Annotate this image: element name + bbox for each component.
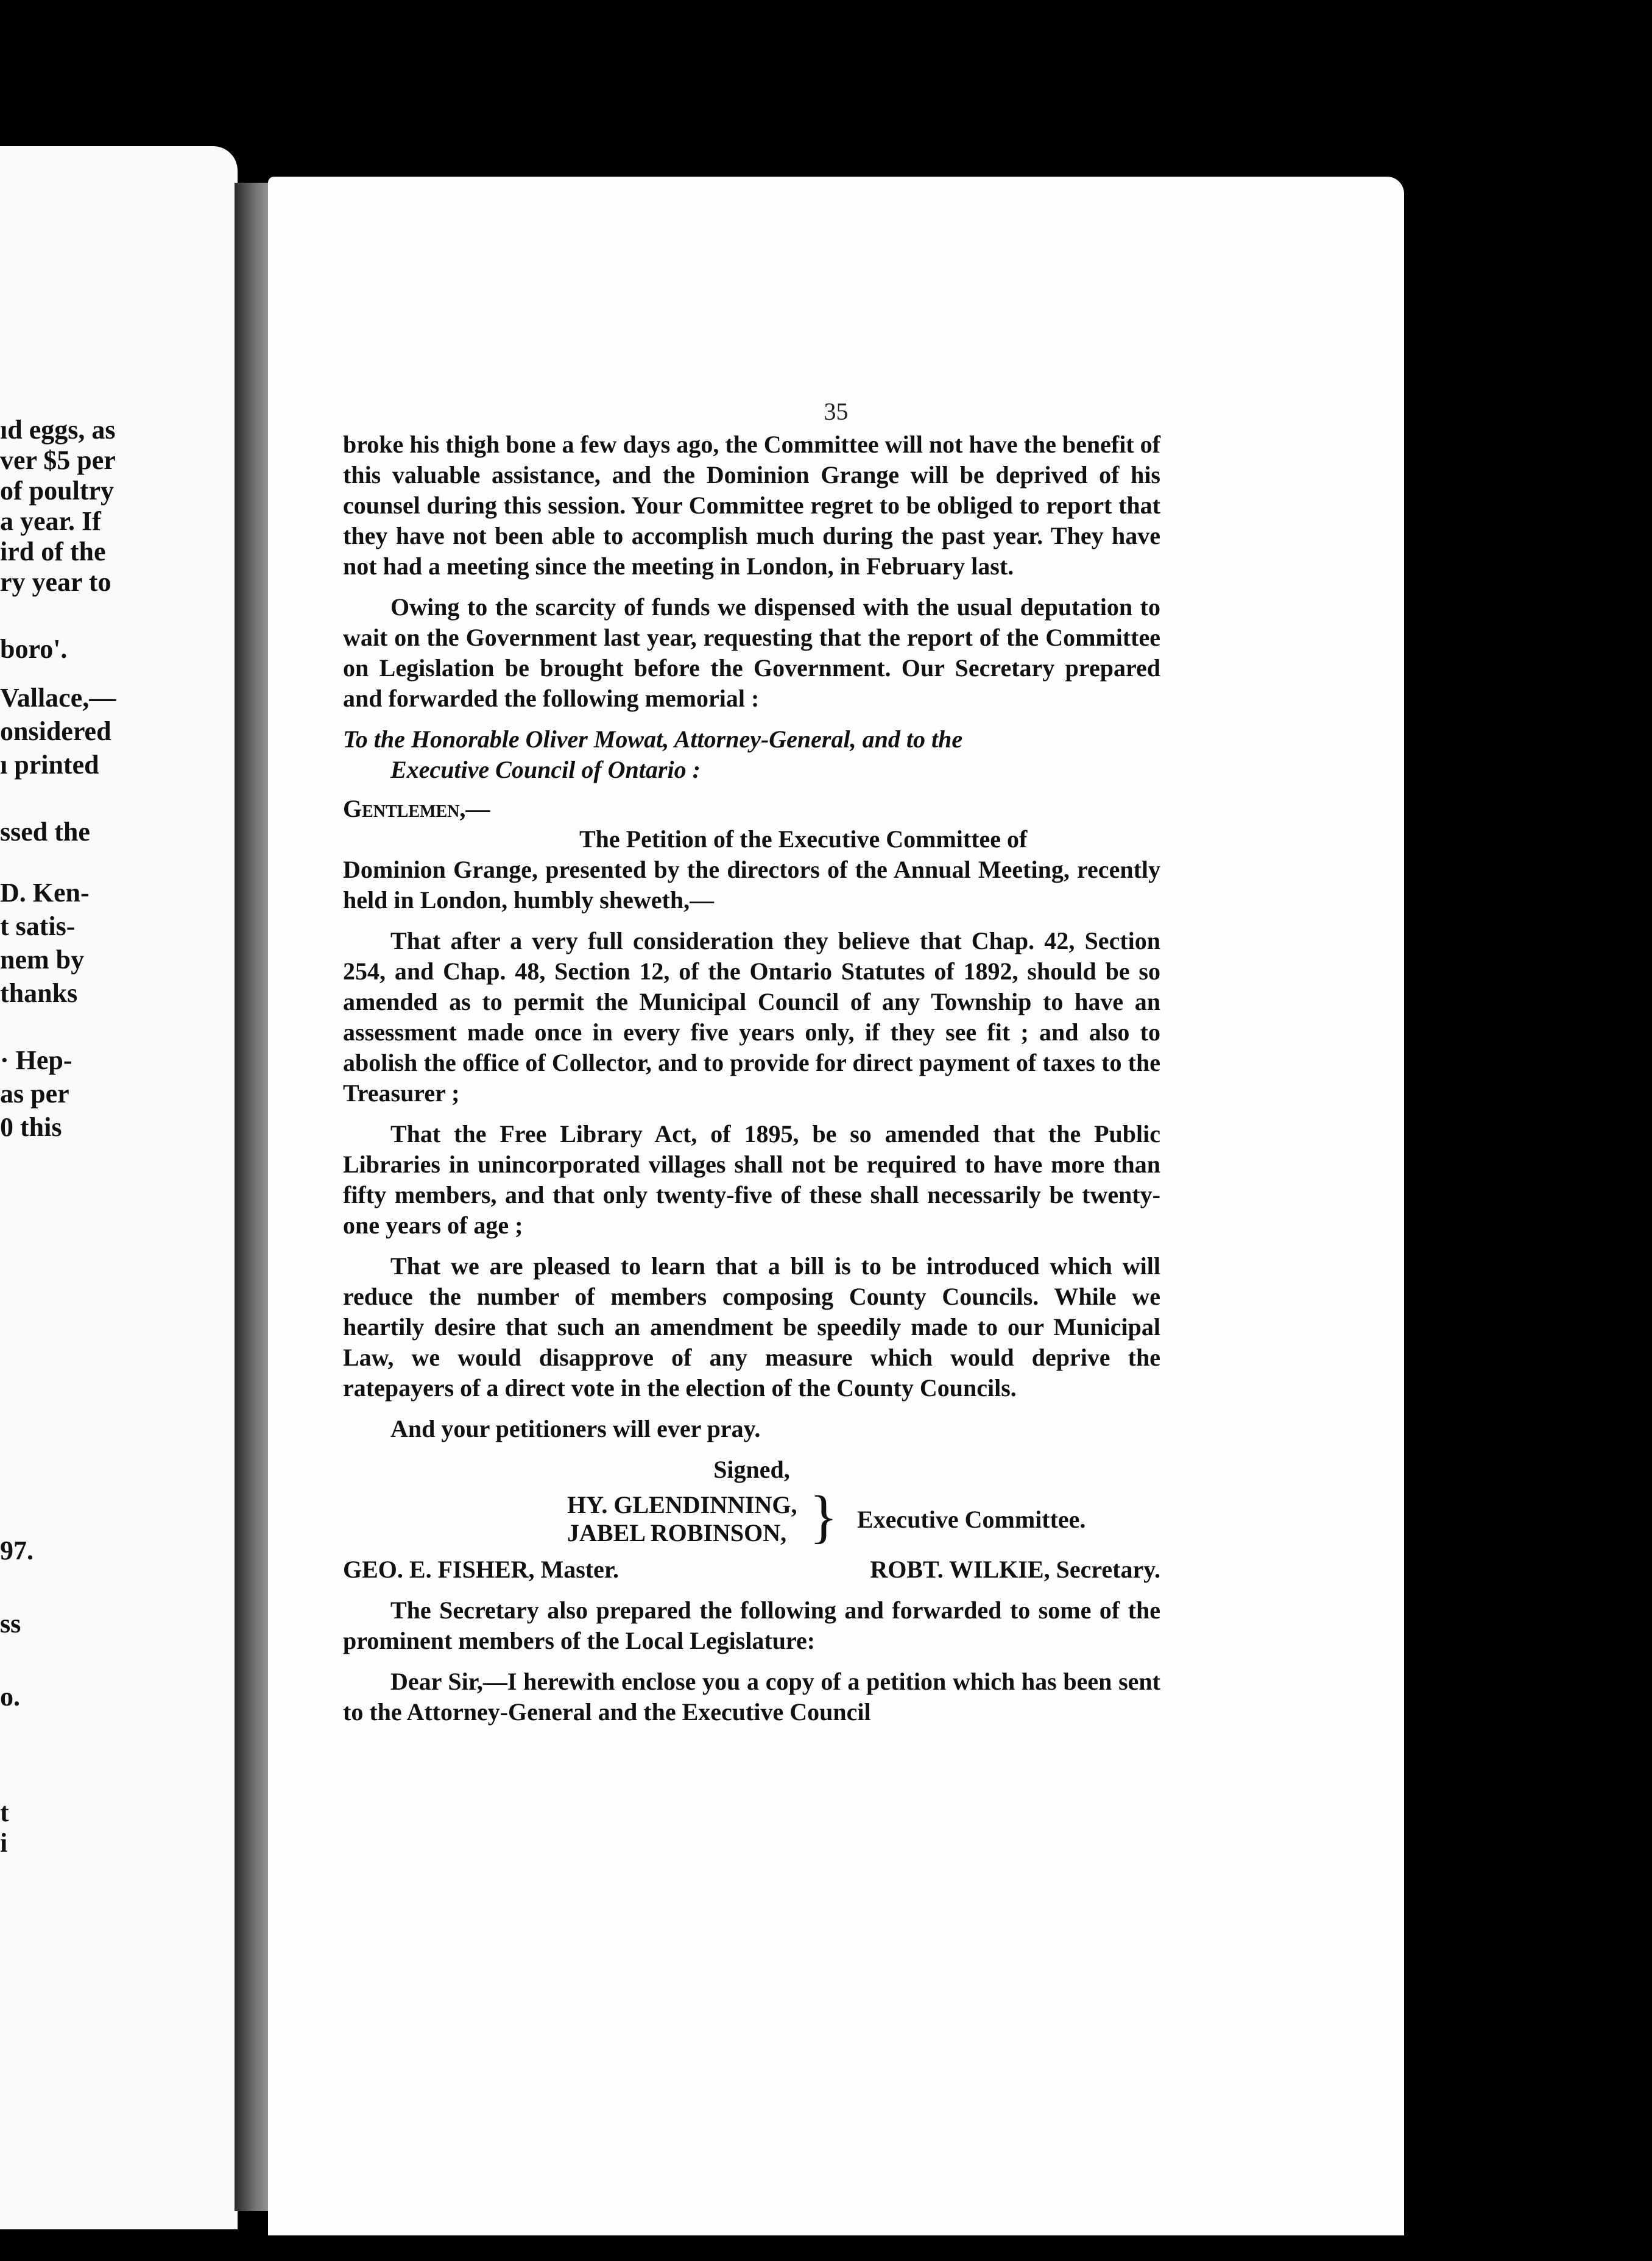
paragraph: And your petitioners will ever pray. — [390, 1415, 761, 1442]
paragraph: The Secretary also prepared the following and forwarded to some of the prominent members of the Local Legislature: — [343, 1596, 1160, 1654]
address-line: To the Honorable Oliver Mowat, Attorney-General, and to the — [343, 725, 963, 753]
signed-label: Signed, — [713, 1456, 790, 1483]
left-page-fragment: Vallace,— — [0, 683, 116, 713]
left-page-fragment: thanks — [0, 978, 78, 1008]
left-page-fragment: ry year to — [0, 567, 111, 597]
petition-first-line: The Petition of the Executive Committee of — [579, 825, 1028, 853]
officer-signatures — [343, 1554, 1160, 1585]
committee-signatures — [343, 1484, 1160, 1552]
left-page-fragment: ss — [0, 1609, 21, 1638]
paragraph: That after a very full consideration they believe that Chap. 42, Section 254, and Chap. 48, Section 12, of the Ontario Statutes of 1892, should be so amended as to permit the Municipal Council of any Township to have an assessment made once in every five years only, if they see fit ; and also to abolish the office of Collector, and to provide for direct payment of taxes to the Treasurer ; — [343, 927, 1160, 1107]
signer-name: HY. GLENDINNING, — [567, 1491, 797, 1519]
page-body — [343, 429, 1160, 1738]
paragraph: Owing to the scarcity of funds we dispensed with the usual deputation to wait on the Government last year, requesting that the report of the Committee on Legislation be brought before the Government. Our Secretary prepared and forwarded the following memorial : — [343, 593, 1160, 712]
left-page-fragment: 97. — [0, 1536, 34, 1565]
left-page-fragment: nem by — [0, 945, 85, 975]
left-page-fragment: boro'. — [0, 634, 68, 664]
left-page-fragment: ird of the — [0, 537, 106, 566]
left-page-fragment: i — [0, 1828, 8, 1858]
signer-name: JABEL ROBINSON, — [567, 1519, 787, 1547]
left-page-fragment: · Hep- — [0, 1045, 72, 1075]
left-page-fragment: ver $5 per — [0, 445, 116, 475]
signer-role: Executive Committee. — [857, 1506, 1086, 1533]
paragraph: That we are pleased to learn that a bill is to be introduced which will reduce the number of members composing County Councils. While we heartily desire that such an amendment be speedily made to our Municipal Law, we would disapprove of any measure which would deprive the ratepayers of a direct vote in the election of the County Councils. — [343, 1252, 1160, 1402]
left-page-fragment: of poultry — [0, 476, 114, 506]
master-signature: GEO. E. FISHER, Master. — [343, 1556, 619, 1583]
secretary-signature: ROBT. WILKIE, Secretary. — [870, 1556, 1160, 1583]
left-page-fragment: 0 this — [0, 1112, 62, 1142]
book-gutter — [235, 183, 271, 2211]
left-page-fragment: ssed the — [0, 817, 90, 847]
memorial-address — [343, 724, 1160, 785]
brace-glyph: } — [810, 1484, 838, 1549]
petition-rest: Dominion Grange, presented by the directors of the Annual Meeting, recently held in London, humbly sheweth,— — [343, 856, 1160, 914]
left-page-fragment: onsidered — [0, 716, 111, 746]
page-number: 35 — [824, 398, 849, 425]
left-facing-page — [0, 146, 238, 2229]
left-page-fragment: t satis- — [0, 911, 76, 941]
left-page-fragment: a year. If — [0, 506, 101, 536]
paragraph: Dear Sir,—I herewith enclose you a copy of a petition which has been sent to the Attorney-General and the Executive Council — [343, 1668, 1160, 1726]
left-page-fragment: ıd eggs, as — [0, 415, 116, 445]
right-page — [268, 177, 1404, 2235]
paragraph: That the Free Library Act, of 1895, be so amended that the Public Libraries in unincorporated villages shall not be required to have more than fifty members, and that only twenty-five of these shall necessarily be twenty-one years of age ; — [343, 1120, 1160, 1239]
left-page-fragment: o. — [0, 1682, 20, 1712]
signer-names — [567, 1491, 797, 1547]
petition-opening — [343, 824, 1160, 915]
left-page-fragment: D. Ken- — [0, 878, 90, 908]
left-page-fragment: t — [0, 1797, 9, 1827]
left-page-fragment: as per — [0, 1079, 69, 1109]
salutation: Gentlemen,— — [343, 795, 490, 822]
paragraph: broke his thigh bone a few days ago, the Committee will not have the benefit of this valuable assistance, and the Dominion Grange will be deprived of his counsel during this session. Your Committee regret to be obliged to report that they have not been able to accomplish much during the past year. They have not had a meeting since the meeting in London, in February last. — [343, 431, 1160, 580]
address-line: Executive Council of Ontario : — [390, 756, 701, 783]
left-page-fragment: ı printed — [0, 750, 99, 780]
